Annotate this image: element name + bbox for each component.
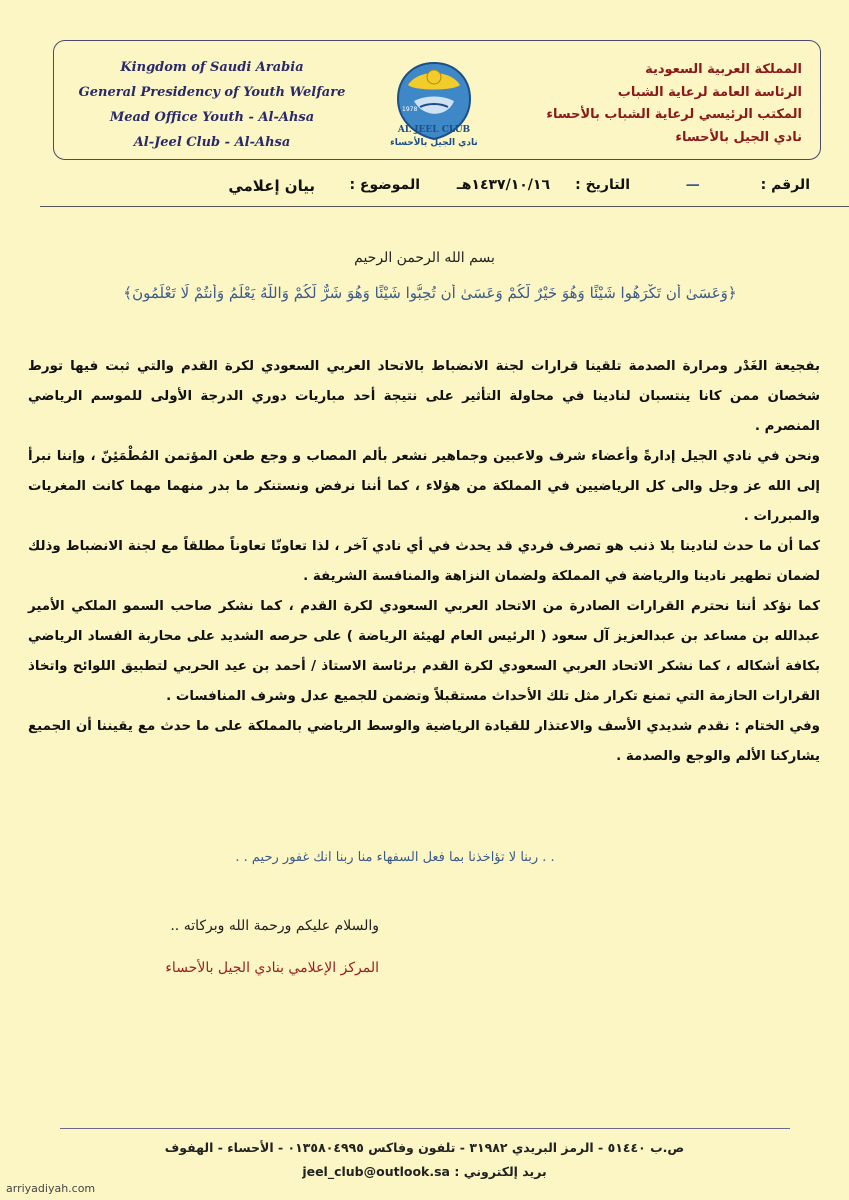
email-label: بريد إلكتروني : xyxy=(454,1164,547,1179)
letterhead-en-line: General Presidency of Youth Welfare xyxy=(78,85,346,100)
date-value: ١٤٣٧/١٠/١٦هـ xyxy=(456,177,550,193)
letterhead-ar-line: المكتب الرئيسي لرعاية الشباب بالأحساء xyxy=(546,107,802,122)
body-paragraph: وفي الختام : نقدم شديدي الأسف والاعتذار للقيادة الرياضية والوسط الرياضي بالمملكة على ما حدث مع يقيننا أن الجميع يشاركنا الألم والوجع والصدمة . xyxy=(28,719,820,764)
footer-divider xyxy=(60,1128,790,1129)
body-paragraph: ونحن في نادي الجيل إدارةً وأعضاء شرف ولاعبين وجماهير نشعر بألم المصاب و وجع طعن المؤتمن المُطْمَئِنّ ، وإننا نبرأ إلى الله عز وجل والى كل الرياضيين في المملكة من هؤلاء ، كما أننا نرفض ونستنكر ما بدر منهما مهما كانت المغريات والمبررات . xyxy=(28,449,820,524)
closing-prayer: . . ربنا لا تؤاخذنا بما فعل السفهاء منا ربنا انك غفور رحيم . . xyxy=(235,850,555,865)
signature: المركز الإعلامي بنادي الجيل بالأحساء xyxy=(165,960,379,976)
letterhead-arabic xyxy=(542,59,802,149)
letterhead-en-line: Mead Office Youth - Al-Ahsa xyxy=(109,110,315,125)
letterhead-en-line: Kingdom of Saudi Arabia xyxy=(120,60,304,75)
subject-label: الموضوع : xyxy=(349,177,420,193)
body-paragraph: كما نؤكد أننا نحترم القرارات الصادرة من الاتحاد العربي السعودي لكرة القدم ، كما نشكر صاحب السمو الملكي الأمير عبدالله بن مساعد بن عبدالعزيز آل سعود ( الرئيس العام لهيئة الرياضة ) على حرصه الشديد على محاربة الفساد الرياضي بكافة أشكاله ، كما نشكر الاتحاد العربي السعودي لكرة القدم برئاسة الاستاذ / أحمد بن عيد الحربي لتطبيق اللوائح واتخاذ القرارات الحازمة التي تمنع تكرار مثل تلك الأحداث مستقبلاً وتضمن للجميع عدل وشرف المنافسات . xyxy=(28,599,820,704)
basmala: بسم الله الرحمن الرحيم xyxy=(354,250,495,266)
quran-verse: ﴿وَعَسَىٰ أَن تَكْرَهُوا شَيْئًا وَهُوَ خَيْرٌ لَّكُمْ وَعَسَىٰ أَن تُحِبُّوا شَيْئًا وَهُوَ شَرٌّ لَّكُمْ وَاللَّهُ يَعْلَمُ وَأَنتُمْ لَا تَعْلَمُونَ﴾ xyxy=(123,284,737,302)
meta-row xyxy=(40,173,820,205)
number-label: الرقم : xyxy=(760,177,810,193)
email-link[interactable]: jeel_club@outlook.sa xyxy=(302,1164,450,1179)
date-label: التاريخ : xyxy=(575,177,630,193)
subject-value: بيان إعلامي xyxy=(228,177,315,195)
statement-body xyxy=(28,352,820,772)
body-paragraph: بفجيعة الغَدْر ومرارة الصدمة تلقينا قرارات لجنة الانضباط بالاتحاد العربي السعودي لكرة القدم والتي ثبت فيها تورط شخصان ممن كانا ينتسبان لنادينا في محاولة التأثير على نتيجة أحد مباريات دوري الدرجة الأولى للموسم الرياضي المنصرم . xyxy=(28,359,820,434)
letterhead-en-line: Al-Jeel Club - Al-Ahsa xyxy=(133,135,291,150)
letterhead-ar-line: المملكة العربية السعودية xyxy=(645,62,802,77)
letterhead-ar-line: نادي الجيل بالأحساء xyxy=(675,129,802,145)
body-paragraph: كما أن ما حدث لنادينا بلا ذنب هو تصرف فردي قد يحدث في أي نادي آخر ، لذا تعاونّا تعاوناً مطلقاً مع لجنة الانضباط وذلك لضمان تطهير نادينا والرياضة في المملكة ولضمان النزاهة والمنافسة الشريفة . xyxy=(28,539,820,584)
svg-text:1978: 1978 xyxy=(402,106,418,113)
closing-greeting: والسلام عليكم ورحمة الله وبركاته .. xyxy=(170,918,379,934)
letterhead-ar-line: الرئاسة العامة لرعاية الشباب xyxy=(617,84,802,100)
letterhead xyxy=(53,40,821,160)
footer-address: ص.ب ٥١٤٤٠ - الرمز البريدي ٣١٩٨٢ - تلفون وفاكس ٠١٣٥٨٠٤٩٩٥ - الأحساء - الهفوف xyxy=(164,1140,685,1155)
logo-caption-en: AL JEEL CLUB xyxy=(397,125,471,135)
number-value: — xyxy=(686,177,700,193)
meta-divider xyxy=(40,206,849,207)
source-watermark: arriyadiyah.com xyxy=(6,1182,96,1195)
footer-email-row xyxy=(0,1164,849,1179)
letterhead-english xyxy=(72,55,352,155)
club-logo xyxy=(384,55,484,155)
logo-caption-ar: نادي الجيل بالأحساء xyxy=(390,138,478,148)
